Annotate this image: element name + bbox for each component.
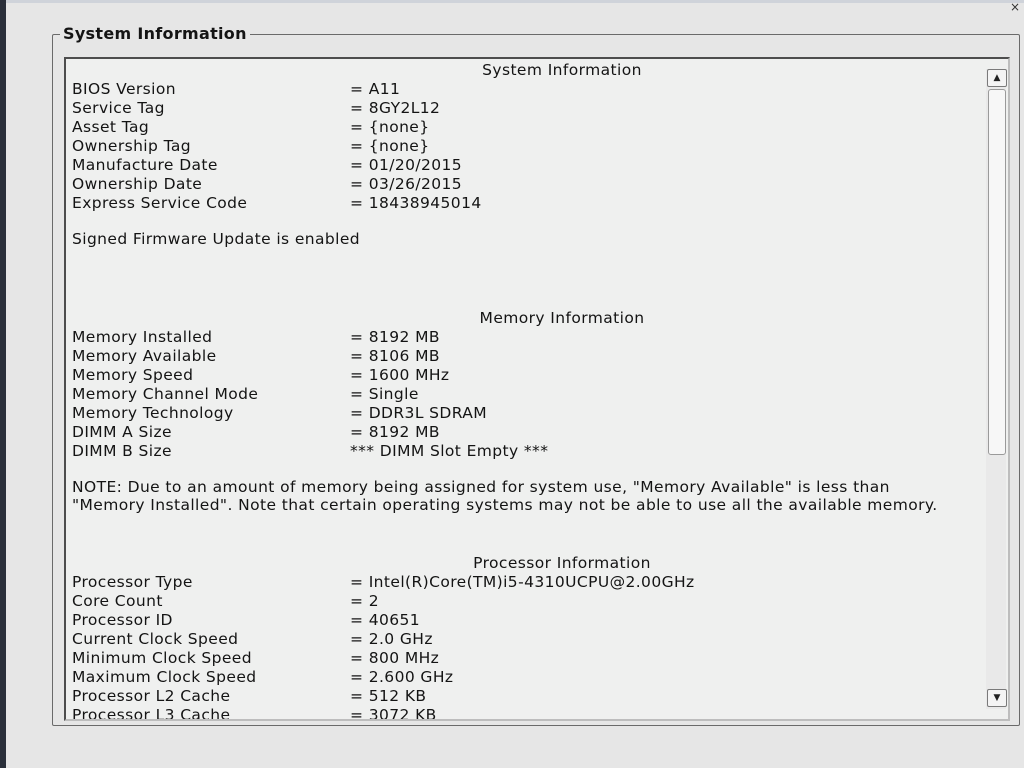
system-row bbox=[72, 99, 972, 118]
field-value: = 2 bbox=[350, 592, 379, 610]
field-value: = 8192 MB bbox=[350, 423, 440, 441]
system-row bbox=[72, 194, 972, 213]
field-label: Asset Tag bbox=[72, 118, 150, 136]
field-label: Memory Channel Mode bbox=[72, 385, 259, 403]
field-value: = 01/20/2015 bbox=[350, 156, 463, 174]
window-left-edge bbox=[0, 0, 6, 768]
info-content bbox=[72, 59, 972, 721]
field-value: = 800 MHz bbox=[350, 649, 440, 667]
field-value: = 03/26/2015 bbox=[350, 175, 463, 193]
field-label: Processor Type bbox=[72, 573, 193, 591]
field-label: Ownership Tag bbox=[72, 137, 192, 155]
field-label: Express Service Code bbox=[72, 194, 248, 212]
field-label: Memory Available bbox=[72, 347, 217, 365]
memory-row bbox=[72, 404, 972, 423]
memory-row bbox=[72, 347, 972, 366]
memory-row bbox=[72, 366, 972, 385]
field-value: = 18438945014 bbox=[350, 194, 482, 212]
field-value: = 1600 MHz bbox=[350, 366, 450, 384]
field-label: Core Count bbox=[72, 592, 163, 610]
field-label: Processor L3 Cache bbox=[72, 706, 231, 721]
field-value: = Intel(R)Core(TM)i5-4310UCPU@2.00GHz bbox=[350, 573, 695, 591]
processor-row bbox=[72, 687, 972, 706]
processor-row bbox=[72, 668, 972, 687]
field-value: = 2.0 GHz bbox=[350, 630, 433, 648]
memory-section-title: Memory Information bbox=[479, 309, 645, 327]
field-label: Manufacture Date bbox=[72, 156, 218, 174]
processor-row bbox=[72, 573, 972, 592]
field-value: = {none} bbox=[350, 118, 430, 136]
field-value: = 3072 KB bbox=[350, 706, 437, 721]
field-label: DIMM B Size bbox=[72, 442, 172, 460]
field-value: = A11 bbox=[350, 80, 401, 98]
processor-section-title: Processor Information bbox=[473, 554, 651, 572]
field-label: Processor ID bbox=[72, 611, 173, 629]
field-value: = 40651 bbox=[350, 611, 421, 629]
field-value: = 8192 MB bbox=[350, 328, 440, 346]
processor-row bbox=[72, 649, 972, 668]
processor-row bbox=[72, 592, 972, 611]
field-value: = {none} bbox=[350, 137, 430, 155]
system-row bbox=[72, 156, 972, 175]
processor-row bbox=[72, 706, 972, 721]
memory-note: NOTE: Due to an amount of memory being assigned for system use, "Memory Available" is less than "Memory Installed". Note that certain operating systems may not be able to use all the available memory. bbox=[72, 478, 938, 514]
vertical-scrollbar[interactable] bbox=[986, 69, 1006, 709]
field-value: = DDR3L SDRAM bbox=[350, 404, 488, 422]
memory-row bbox=[72, 423, 972, 442]
field-value: = 2.600 GHz bbox=[350, 668, 454, 686]
system-row bbox=[72, 118, 972, 137]
memory-row bbox=[72, 385, 972, 404]
window-top-edge bbox=[0, 0, 1024, 3]
field-value: = 512 KB bbox=[350, 687, 427, 705]
scrollbar-thumb[interactable] bbox=[988, 89, 1006, 455]
system-row bbox=[72, 175, 972, 194]
field-label: Ownership Date bbox=[72, 175, 203, 193]
field-label: Processor L2 Cache bbox=[72, 687, 231, 705]
field-value: = 8106 MB bbox=[350, 347, 440, 365]
system-row bbox=[72, 80, 972, 99]
field-label: BIOS Version bbox=[72, 80, 176, 98]
field-label: Maximum Clock Speed bbox=[72, 668, 257, 686]
field-value: = Single bbox=[350, 385, 419, 403]
processor-row bbox=[72, 630, 972, 649]
system-row bbox=[72, 137, 972, 156]
field-label: Memory Technology bbox=[72, 404, 234, 422]
scroll-up-icon[interactable]: ▲ bbox=[987, 69, 1007, 87]
info-panel[interactable] bbox=[64, 57, 1010, 721]
close-icon[interactable]: × bbox=[1009, 0, 1020, 14]
field-label: Current Clock Speed bbox=[72, 630, 239, 648]
field-label: Service Tag bbox=[72, 99, 165, 117]
scroll-down-icon[interactable]: ▼ bbox=[987, 689, 1007, 707]
field-label: DIMM A Size bbox=[72, 423, 172, 441]
memory-row bbox=[72, 328, 972, 347]
groupbox-title: System Information bbox=[60, 24, 250, 43]
field-value: = 8GY2L12 bbox=[350, 99, 441, 117]
field-value: *** DIMM Slot Empty *** bbox=[350, 442, 549, 460]
field-label: Minimum Clock Speed bbox=[72, 649, 252, 667]
field-label: Memory Speed bbox=[72, 366, 194, 384]
memory-row bbox=[72, 442, 972, 461]
field-label: Memory Installed bbox=[72, 328, 213, 346]
firmware-update-status: Signed Firmware Update is enabled bbox=[72, 230, 361, 248]
processor-row bbox=[72, 611, 972, 630]
system-section-title: System Information bbox=[482, 61, 642, 79]
